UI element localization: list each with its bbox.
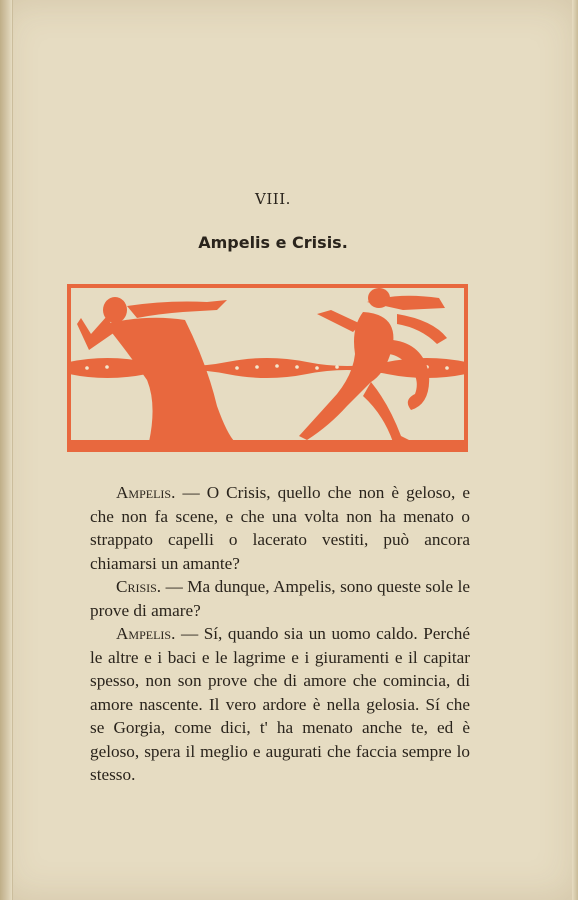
page-binding-edge: [0, 0, 13, 900]
dialogue-paragraph: [90, 622, 470, 787]
chapter-title: Ampelis e Crisis.: [198, 233, 348, 252]
speaker-name: Crisis.: [116, 577, 162, 596]
speaker-name: Ampelis.: [116, 624, 176, 643]
chapter-number: VIII.: [255, 190, 291, 208]
dialogue-text: [90, 481, 470, 787]
speech-text: — Ma dunque, Ampelis, sono queste sole le prove di amare?: [90, 577, 470, 620]
speech-text: — Sí, quando sia un uomo caldo. Perché le altre e i baci e le lagrime e i giuramenti e il capitar spesso, non son prove che di amore che comincia, di amore nascente. Il vero ardore è nella gelosia. Sí che se Gorgia, come dici, t' ha menato anche te, ed è geloso, spera il meglio e augurati che faccia sempre lo stesso.: [90, 624, 470, 784]
dancing-figures-illustration: [67, 284, 468, 452]
page-right-edge: [572, 0, 578, 900]
speaker-name: Ampelis.: [116, 483, 176, 502]
speech-text: — O Crisis, quello che non è geloso, e che non fa scene, e che una volta non ha menato o strappato capelli o lacerato vestiti, può ancora chiamarsi un amante?: [90, 483, 470, 573]
dialogue-paragraph: [90, 481, 470, 575]
dialogue-paragraph: [90, 575, 470, 622]
